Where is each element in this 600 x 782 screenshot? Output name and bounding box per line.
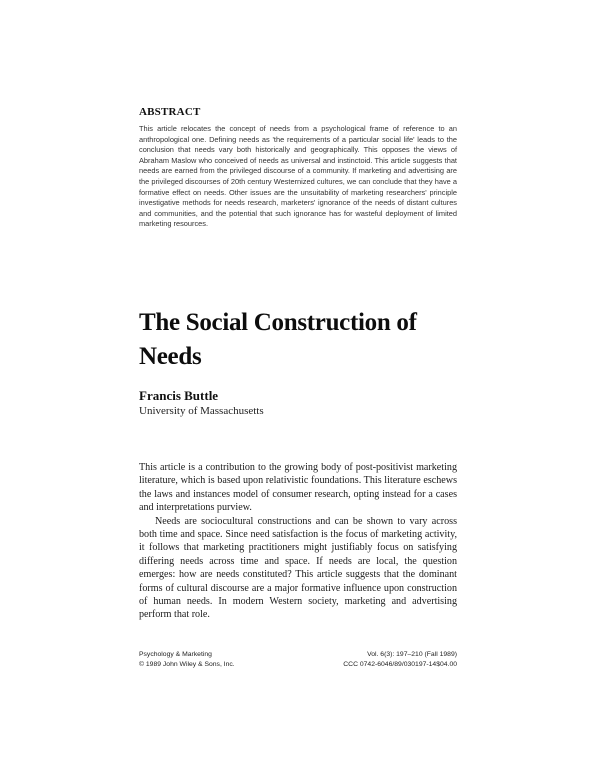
abstract-text: This article relocates the concept of needs from a psychological frame of reference to an anthropological one. Defining needs as 'the requirements of a particular social life' leads to the conclusion that needs vary both historically and geographically. This opposes the views of Abraham Maslow who conceived of needs as universal and instinctoid. This article suggests that needs are earned from the privileged discourse of a community. If marketing and advertising are the privileged discourses of 20th century Westernized cultures, we can conclude that they have a formative effect on needs. Other issues are the unsuitability of marketing researchers' principle investigative methods for needs research, marketers' ignorance of the needs of distant cultures and communities, and the potential that such ignorance has for wasteful deployment of limited marketing resources. [139,124,457,229]
author-name: Francis Buttle [139,388,219,403]
footer-left [139,650,235,669]
page-footer [139,650,457,669]
abstract-heading: ABSTRACT [139,106,201,118]
body-text [139,461,457,622]
ccc-code: CCC 0742-6046/89/030197-14$04.00 [343,660,457,668]
journal-name: Psychology & Marketing [139,651,212,658]
footer-right [343,650,457,669]
copyright-line: © 1989 John Wiley & Sons, Inc. [139,660,235,668]
volume-info: Vol. 6(3): 197–210 (Fall 1989) [367,651,457,658]
body-paragraph-1: This article is a contribution to the growing body of post-positivist marketing literature, which is based upon relativistic foundations. This literature eschews the laws and instances model of consumer research, opting instead for a cases and interpretations purview. [139,462,457,514]
article-title: The Social Construction of Needs [139,309,417,370]
abstract-section [139,106,457,230]
author-affiliation: University of Massachusetts [139,405,264,417]
author-block [139,388,439,418]
body-paragraph-2: Needs are sociocultural constructions and can be shown to vary across both time and space. Since need satisfaction is the focus of marketing activity, it follows that marketing practitioners might justifiably focus on satisfying differing needs across time and space. If needs are local, the question emerges: how are needs constituted? This article suggests that the dominant forms of cultural discourse are a major formative influence upon construction of human needs. In modern Western society, marketing and advertising perform that role. [139,515,457,621]
